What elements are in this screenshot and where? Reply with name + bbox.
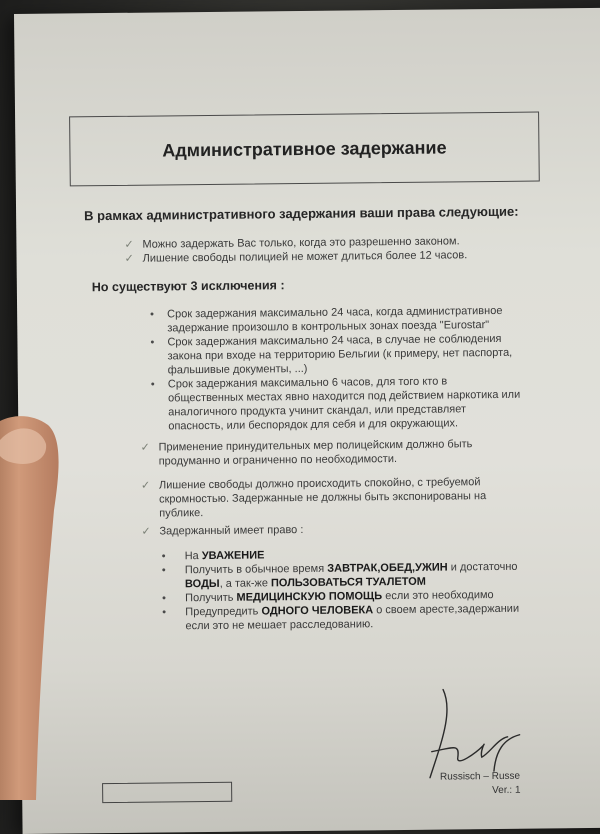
- exception-line: Срок задержания максимально 24 часа, когда административное: [167, 304, 503, 321]
- exception-line: опасность, или беспорядок для себя и для окружающих.: [168, 417, 459, 433]
- check-icon: ✓: [141, 525, 151, 538]
- right-text: Получить в обычное время: [184, 562, 328, 577]
- exception-item: [167, 332, 512, 378]
- bullet-icon: •: [161, 564, 166, 577]
- right-emphasis: ЗАВТРАК,ОБЕД,УЖИН: [327, 561, 448, 575]
- exception-line: фальшивые документы, ...): [167, 362, 308, 377]
- bullet-icon: •: [162, 606, 167, 619]
- right-text: и достаточно: [447, 560, 518, 574]
- right-item: [185, 548, 265, 563]
- check-icon: ✓: [140, 441, 150, 454]
- note-item: [159, 475, 487, 520]
- right-emphasis: ПОЛЬЗОВАТЬСЯ ТУАЛЕТОМ: [270, 575, 426, 590]
- right-item: [185, 602, 519, 633]
- check-icon: ✓: [140, 479, 151, 492]
- right-text: если это не мешает расследованию.: [185, 618, 374, 633]
- footer-language: Russisch – Russe: [439, 770, 521, 783]
- right-text: Предупредить: [185, 605, 262, 619]
- right-emphasis: УВАЖЕНИЕ: [201, 549, 265, 563]
- note-line: продуманно и ограниченно по необходимости.: [158, 453, 398, 468]
- section1-item: Лишение свободы полицией не может длиться более 12 часов.: [142, 249, 468, 265]
- check-icon: ✓: [124, 252, 134, 265]
- right-text: На: [184, 550, 202, 563]
- note-line: публике.: [159, 507, 204, 520]
- check-icon: ✓: [124, 238, 134, 251]
- bullet-icon: •: [150, 378, 155, 391]
- footer-version: Ver.: 1: [492, 784, 521, 797]
- exception-item: [168, 374, 521, 434]
- section1-heading: В рамках административного задержания ваши права следующие:: [84, 203, 519, 224]
- bullet-icon: •: [150, 308, 155, 321]
- right-text: о своем аресте,задержании: [373, 602, 520, 617]
- right-emphasis: МЕДИЦИНСКУЮ ПОМОЩЬ: [236, 590, 383, 604]
- note-line: Лишение свободы должно происходить спокойно, с требуемой: [158, 476, 481, 492]
- exception-line: общественных местах явно находится под действием наркотика или: [167, 388, 521, 405]
- right-text: если это необходимо: [382, 589, 494, 603]
- bullet-icon: •: [162, 592, 167, 605]
- note-line: Применение принудительных мер полицейским должно быть: [158, 438, 473, 454]
- document-title: Административное задержание: [162, 136, 447, 160]
- bullet-icon: •: [161, 550, 166, 563]
- signature-icon: [423, 681, 534, 782]
- thumb-image: [0, 400, 80, 800]
- note-line: Задержанный имеет право :: [159, 523, 304, 538]
- exception-line: задержание произошло в контрольных зонах поезда "Eurostar": [167, 319, 490, 335]
- exception-line: Срок задержания максимально 24 часа, в случае не соблюдения: [167, 332, 502, 349]
- section2-heading: Но существуют 3 исключения :: [91, 278, 285, 295]
- exception-line: аналогичного продукта учинит скандал, или представляет: [168, 403, 467, 419]
- right-emphasis: ВОДЫ: [184, 577, 220, 591]
- exception-item: [167, 304, 503, 336]
- exception-line: закона при входе на территорию Бельгии (к примеру, нет паспорта,: [167, 346, 513, 363]
- right-text: , а так-же: [219, 577, 272, 590]
- exception-line: Срок задержания максимально 6 часов, для того кто в: [167, 375, 448, 391]
- right-emphasis: ОДНОГО ЧЕЛОВЕКА: [261, 604, 374, 618]
- bullet-icon: •: [150, 336, 155, 349]
- note-item: [159, 523, 303, 539]
- right-item: [185, 560, 518, 591]
- note-item: [158, 437, 472, 468]
- note-line: скромностью. Задержанные не должны быть экспонированы на: [159, 490, 487, 506]
- title-box: [69, 112, 540, 187]
- right-text: Получить: [185, 591, 237, 605]
- section1-item: Можно задержать Вас только, когда это разрешенно законом.: [142, 235, 460, 251]
- document-page: [14, 7, 600, 834]
